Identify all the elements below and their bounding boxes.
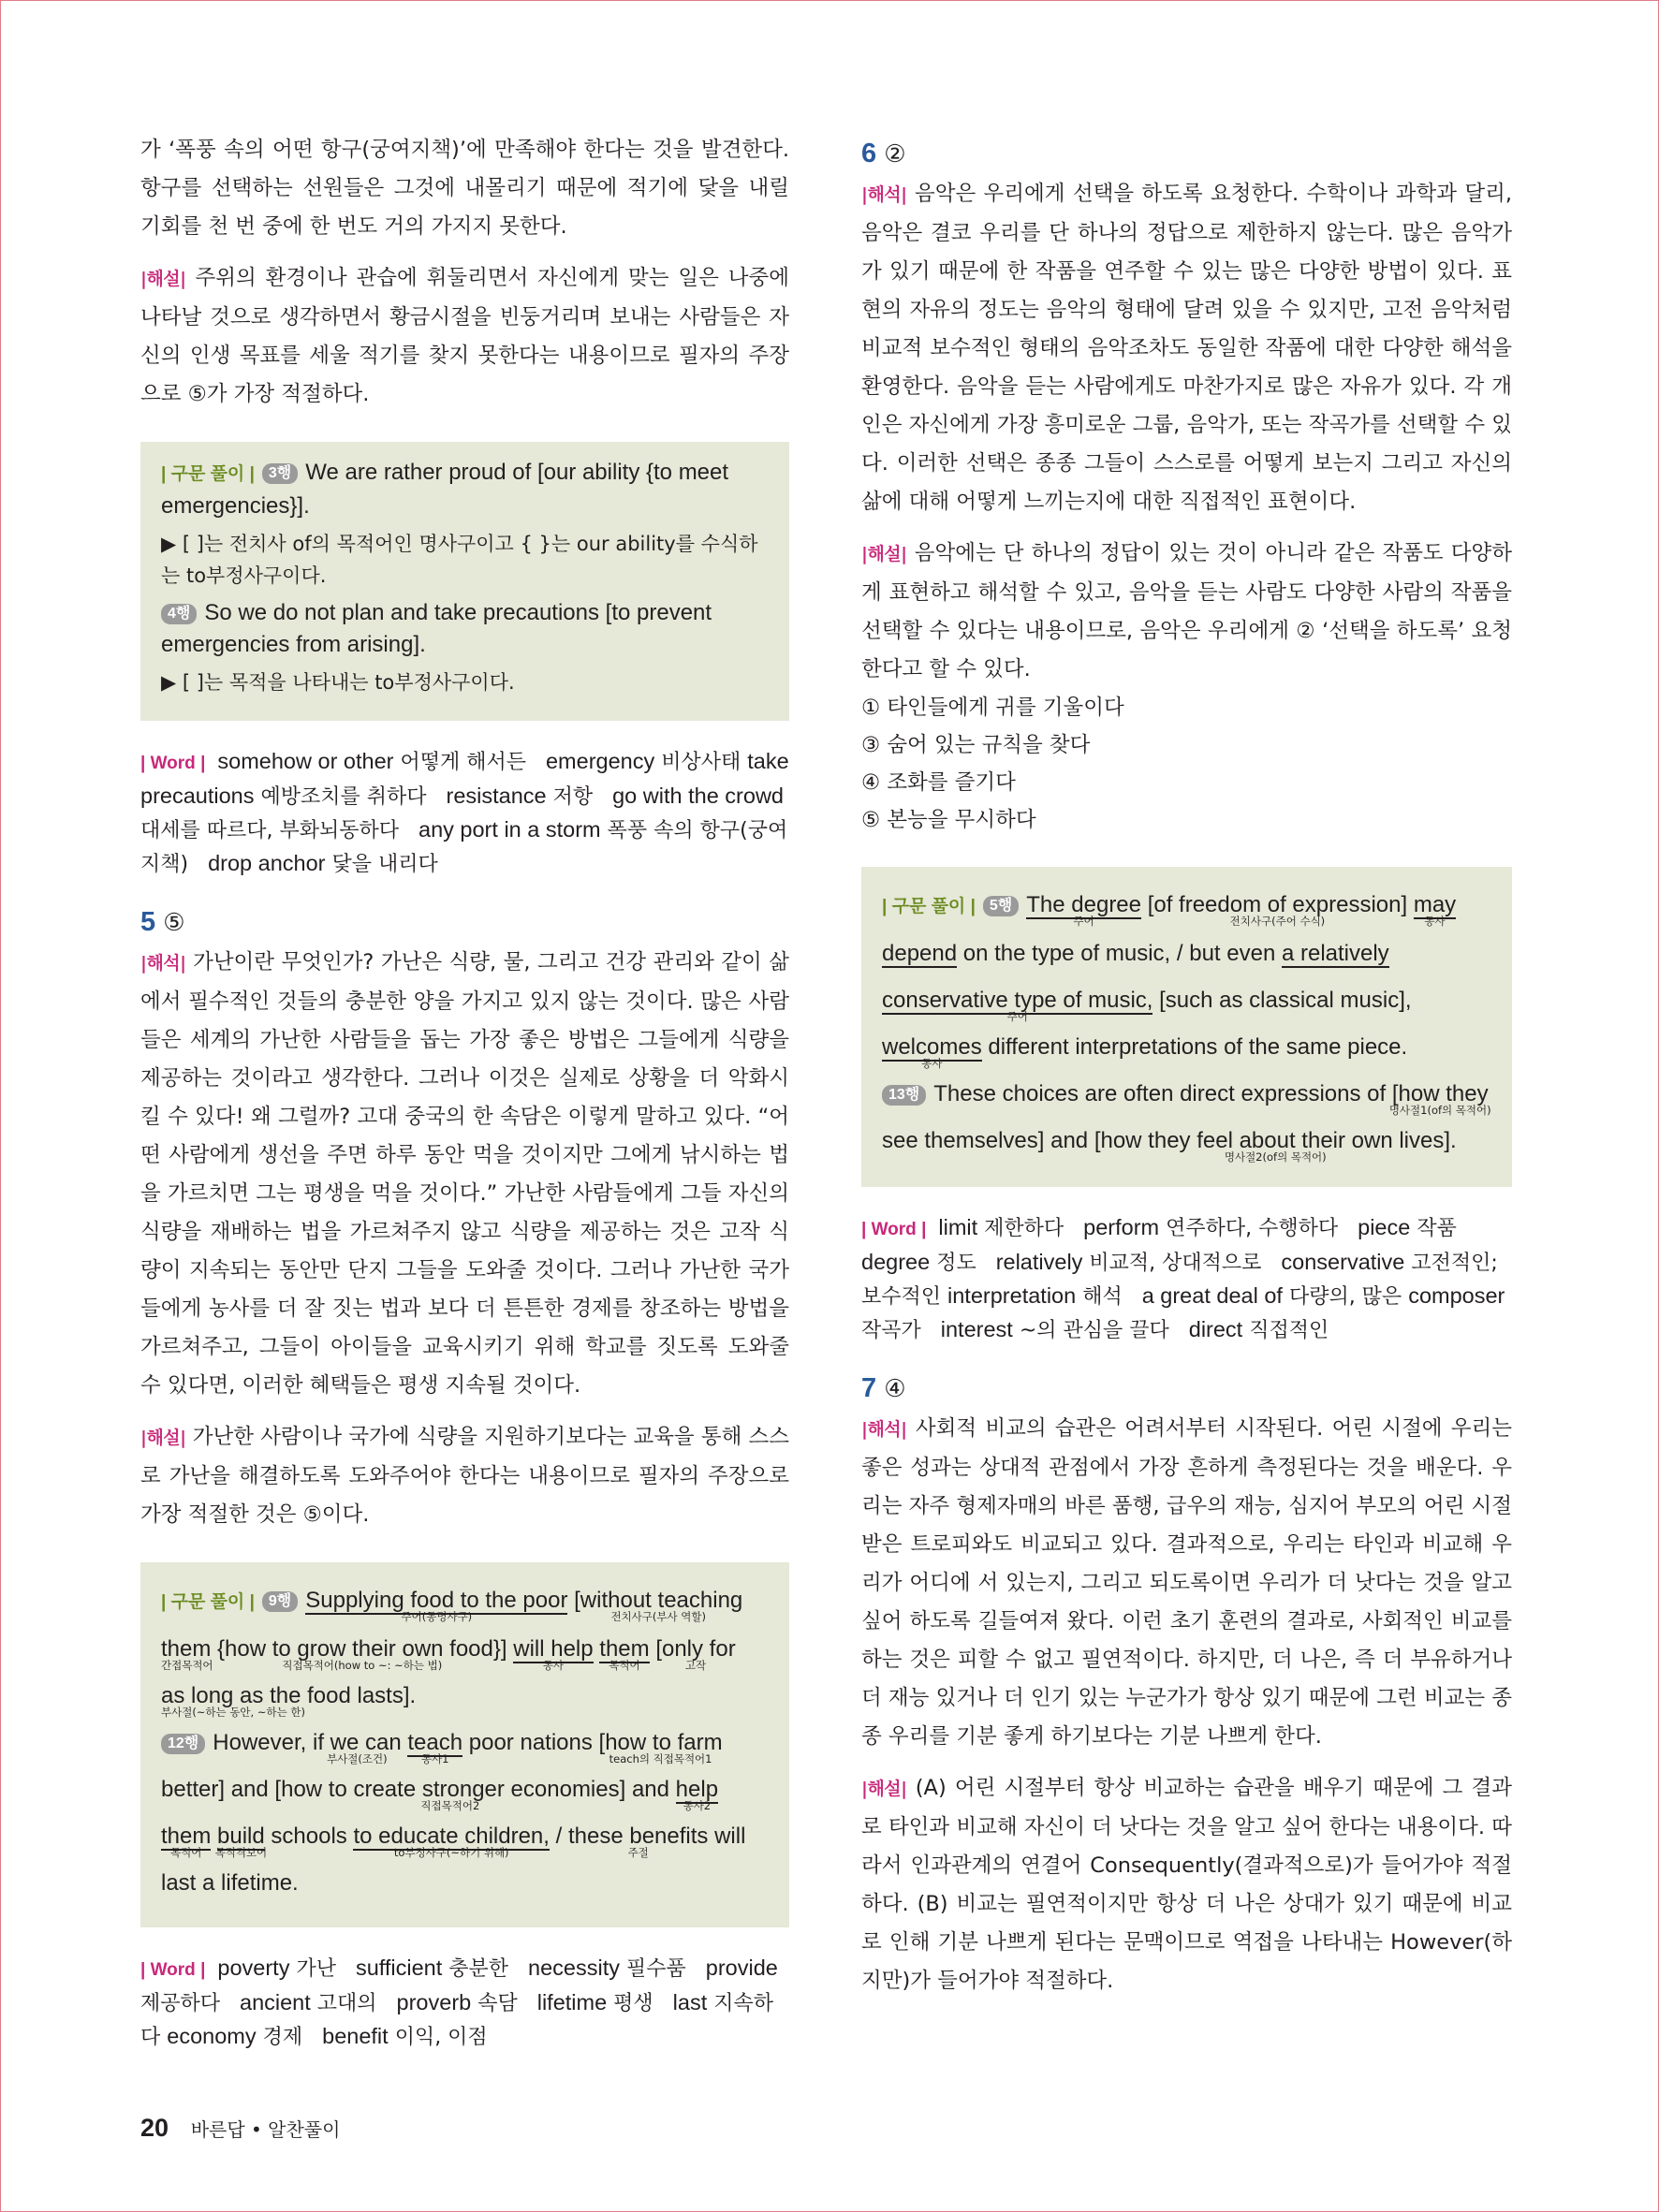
- grammar-annotation: 부사절(조건): [327, 1752, 388, 1765]
- word-entry: direct 직접적인: [1188, 1317, 1329, 1342]
- word-entry: economy 경제: [167, 2024, 303, 2049]
- grammar-annotation: 동사: [1424, 915, 1446, 928]
- syntax-tag: | 구문 풀이 |: [882, 897, 976, 916]
- word-entry: any port in a storm 폭풍 속의 항구(궁여지책): [140, 817, 788, 876]
- word-tag: | Word |: [140, 754, 206, 773]
- main-clause: these benefits 주절: [567, 1824, 709, 1859]
- word-entry: provide 제공하다: [140, 1956, 778, 2015]
- right-column: [861, 139, 1512, 2000]
- syntax-line: [161, 1577, 769, 1626]
- if-clause: if we can 부사절(조건): [312, 1730, 402, 1765]
- infinitive-phrase: to educate children, to부정사구(~하기 위해): [353, 1824, 550, 1859]
- grammar-annotation: 주절: [627, 1846, 649, 1859]
- choice-item: ⑤ 본능을 무시하다: [861, 808, 1036, 832]
- question-number: 6: [861, 139, 877, 168]
- object: them 목적어: [161, 1824, 212, 1859]
- syntax-note: ▶ [ ]는 전치사 of의 목적어인 명사구이고 { }는 our ability를 수식하는 to부정사구이다.: [161, 533, 758, 587]
- question-number: 5: [140, 907, 156, 937]
- direct-object: {how to grow their own food}] 직접목적어(how to ~: ~하는 법): [217, 1636, 507, 1672]
- grammar-annotation: 동사: [542, 1659, 565, 1672]
- syntax-tag: | 구문 풀이 |: [161, 464, 255, 484]
- q5-heading: [140, 907, 789, 938]
- word-entry: lifetime 평생: [536, 1990, 653, 2015]
- grammar-annotation: 동사1: [420, 1752, 449, 1765]
- verb: depend: [882, 941, 958, 966]
- complement: build 목적격보어: [214, 1824, 268, 1859]
- syntax-line: them 목적어 build 목적격보어 schools to educate children, to부정사구(~하기 위해) / these benefits 주절 will last a lifetime.: [161, 1824, 746, 1896]
- q7-heading: [861, 1373, 1512, 1404]
- page-footer: [140, 2114, 340, 2143]
- translation-tag: |해석|: [861, 184, 907, 205]
- verb: teach 동사1: [407, 1730, 463, 1765]
- syntax-line: 13행 These choices are often direct expressions of [how they 명사절1(of의 목적어): [882, 1071, 1491, 1118]
- prep-phrase: [of freedom of expression] 전치사구(주어 수식): [1147, 892, 1408, 928]
- word-entry: poverty 가난: [217, 1956, 336, 1981]
- syntax-note: ▶ [ ]는 목적을 나타내는 to부정사구이다.: [161, 671, 515, 694]
- syntax-sentence: We are rather proud of [our ability {to meet emergencies}].: [161, 460, 729, 519]
- word-entry: conservative 고전적인; 보수적인: [861, 1250, 1498, 1309]
- q6-heading: [861, 139, 1512, 169]
- syntax-line: depend on the type of music, / but even a relatively: [882, 941, 1389, 966]
- q6-choices: [861, 689, 1512, 839]
- grammar-annotation: 직접목적어(how to ~: ~하는 법): [282, 1659, 443, 1672]
- grammar-annotation: 주어: [1073, 915, 1094, 928]
- word-tag: | Word |: [140, 1960, 206, 1980]
- q7-explanation: [861, 1769, 1512, 2000]
- answer-mark: ⑤: [163, 908, 185, 936]
- choice-item: ① 타인들에게 귀를 기울이다: [861, 696, 1124, 720]
- page-number: 20: [140, 2114, 169, 2142]
- word-entry: benefit 이익, 이점: [322, 2024, 488, 2049]
- verb: welcomes 동사: [882, 1034, 982, 1070]
- only-phrase: [only for 고작: [655, 1636, 736, 1672]
- line-pill: 4행: [161, 604, 197, 624]
- word-entry: sufficient 충분한: [355, 1956, 509, 1981]
- q6-syntax-box: [861, 867, 1512, 1187]
- verb: will help 동사: [513, 1636, 594, 1672]
- line-pill: 13행: [882, 1085, 926, 1106]
- word-entry: interest ~의 관심을 끌다: [940, 1317, 1169, 1342]
- grammar-annotation: teach의 직접목적어1: [609, 1752, 712, 1765]
- word-entry: somehow or other 어떻게 해서든: [217, 749, 526, 774]
- q7-translation-text: 사회적 비교의 습관은 어려서부터 시작된다. 어린 시절에 우리는 좋은 성과는 상대적 관점에서 가장 흔하게 측정된다는 것을 배운다. 우리는 자주 형제자매의 바른 품행, 급우의 재능, 심지어 부모의 어린 시절 받은 트로피와도 비교되고 있다. 결과적으로, 우리는 타인과 비교해 우리가 어디에 서 있는지, 그리고 되도록이면 우리가 더 낫다는 것을 알고 싶어 하도록 길들여져 왔다. 이런 초기 훈련의 결과로, 사회적인 비교를 하는 것은 피할 수 없고 필연적이다. 하지만, 더 나은, 즉 더 부유하거나 더 재능 있거나 더 인기 있는 누군가가 항상 있기 때문에 그런 비교는 종종 우리를 기분 좋게 하기보다는 기분 나쁘게 한다.: [861, 1416, 1513, 1749]
- word-entry: ancient 고대의: [240, 1990, 377, 2015]
- q4-word-list: [140, 745, 789, 881]
- word-entry: resistance 저항: [446, 784, 594, 809]
- syntax-row-1: [161, 457, 769, 522]
- noun-clause: [how they feel about their own lives]. 명사절2(of의 목적어): [1094, 1128, 1457, 1164]
- q5-translation-text: 가난이란 무엇인가? 가난은 식량, 물, 그리고 건강 관리와 같이 삶에서 필수적인 것들의 충분한 양을 가지고 있지 않는 것이다. 많은 사람들은 세계의 가난한 사람들을 돕는 가장 좋은 방법은 그들에게 식량을 제공하는 것이라고 생각한다. 그러나 이것은 실제로 상황을 더 악화시킬 수 있다! 왜 그럴까? 고대 중국의 한 속담은 이렇게 말하고 있다. “어떤 사람에게 생선을 주면 하루 동안 먹을 것이지만 그에게 낚시하는 법을 가르치면 그는 평생을 먹을 것이다.” 가난한 사람들에게 그들 자신의 식량을 재배하는 법을 가르쳐주지 않고 식량을 제공하는 것은 고작 식량이 지속되는 동안만 단지 그들을 도와줄 것이다. 그러나 가난한 국가들에게 농사를 더 잘 짓는 법과 보다 더 튼튼한 경제를 창조하는 방법을 가르쳐주고, 그들이 아이들을 교육시키기 위해 학교를 짓도록 도와줄 수 있다면, 이러한 혜택들은 평생 지속될 것이다.: [140, 950, 789, 1398]
- word-entry: emergency 비상사태: [545, 749, 741, 774]
- syntax-line: welcomes 동사 different interpretations of the same piece.: [882, 1034, 1408, 1070]
- word-entry: composer 작곡가: [861, 1283, 1505, 1342]
- choice-item: ④ 조화를 즐기다: [861, 770, 1016, 795]
- syntax-line: 12행 However, if we can 부사절(조건) teach 동사1 poor nations [how to farm teach의 직접목적어1: [161, 1720, 769, 1766]
- q6-explanation: [861, 535, 1512, 689]
- line-pill: 3행: [262, 463, 298, 484]
- word-entry: proverb 속담: [396, 1990, 518, 2015]
- word-entry: take precautions 예방조치를 취하다: [140, 749, 789, 809]
- word-entry: go with the crowd 대세를 따르다, 부화뇌동하다: [140, 784, 784, 842]
- subject: conservative type of music, 주어: [882, 988, 1153, 1023]
- subject: The degree 주어: [1026, 892, 1142, 928]
- word-entry: relatively 비교적, 상대적으로: [995, 1250, 1262, 1275]
- indirect-object: them 간접목적어: [161, 1636, 213, 1672]
- grammar-annotation: 명사절2(of의 목적어): [1224, 1150, 1327, 1164]
- answer-mark: ②: [884, 139, 906, 168]
- syntax-line: [882, 882, 1491, 930]
- q7-explanation-text: (A) 어린 시절부터 항상 비교하는 습관을 배우기 때문에 그 결과로 타인과 비교해 자신이 더 낫다는 것을 알고 싶어 한다는 내용이다. 따라서 인과관계의 연결어 Consequently(결과적으로)가 들어가야 적절하다. (B) 비교는 필연적이지만 항상 더 나은 상대가 있기 때문에 비교로 인해 기분 나쁘게 된다는 문맥이므로 역접을 나타내는 However(하지만)가 들어가야 적절하다.: [861, 1776, 1512, 1993]
- object: them 목적어: [599, 1636, 650, 1672]
- explanation-tag: |해설|: [140, 1428, 186, 1448]
- syntax-line: see themselves] and [how they feel about their own lives]. 명사절2(of의 목적어): [882, 1128, 1457, 1164]
- grammar-annotation: 간접목적어: [161, 1659, 213, 1672]
- word-entry: perform 연주하다, 수행하다: [1083, 1215, 1339, 1240]
- word-tag: | Word |: [861, 1220, 927, 1239]
- grammar-annotation: to부정사구(~하기 위해): [393, 1846, 509, 1859]
- syntax-tag: | 구문 풀이 |: [161, 1592, 255, 1612]
- grammar-annotation: 전치사구(주어 수식): [1229, 915, 1326, 928]
- grammar-annotation: 직접목적어2: [420, 1799, 480, 1812]
- syntax-row-2: [161, 597, 769, 661]
- line-pill: 9행: [262, 1591, 298, 1612]
- line-pill: 12행: [161, 1734, 205, 1754]
- q5-explanation: [140, 1418, 789, 1534]
- grammar-annotation: 동사2: [683, 1799, 712, 1812]
- q5-word-list: [140, 1952, 789, 2054]
- syntax-line: [161, 1626, 769, 1673]
- q4-explanation: [140, 259, 789, 414]
- q4-translation-tail: 가 ‘폭풍 속의 어떤 항구(궁여지책)’에 만족해야 한다는 것을 발견한다. 항구를 선택하는 선원들은 그것에 내몰리기 때문에 적기에 닻을 내릴 기회를 천 번 중에 한 번도 거의 가지지 못한다.: [140, 138, 789, 239]
- word-entry: interpretation 해석: [947, 1283, 1123, 1309]
- q4-explanation-text: 주위의 환경이나 관습에 휘둘리면서 자신에게 맞는 일은 나중에 나타날 것으로 생각하면서 황금시절을 빈둥거리며 보내는 사람들은 자신의 인생 목표를 세울 적기를 찾지 못한다는 내용이므로 필자의 주장으로 ⑤가 가장 적절하다.: [140, 266, 789, 406]
- line-pill: 5행: [983, 896, 1019, 916]
- word-entry: limit 제한하다: [938, 1215, 1064, 1240]
- answer-mark: ④: [884, 1374, 906, 1402]
- grammar-annotation: 동사: [921, 1057, 943, 1070]
- word-entry: last 지속하다: [140, 1990, 773, 2049]
- syntax-line: conservative type of music, 주어 [such as classical music],: [882, 988, 1412, 1023]
- word-entry: degree 정도: [861, 1250, 976, 1275]
- explanation-tag: |해설|: [861, 544, 907, 564]
- verb: may 동사: [1413, 892, 1457, 928]
- grammar-annotation: 고작: [684, 1659, 707, 1672]
- grammar-annotation: 목적격보어: [214, 1846, 268, 1859]
- word-entry: a great deal of 다량의, 많은: [1141, 1283, 1402, 1309]
- question-number: 7: [861, 1373, 877, 1403]
- translation-tag: |해석|: [140, 953, 186, 974]
- grammar-annotation: 목적어: [609, 1659, 640, 1672]
- adverb-clause: as long as the food lasts]. 부사절(~하는 동안, ~하는 한): [161, 1683, 417, 1719]
- q6-explanation-text: 음악에는 단 하나의 정답이 있는 것이 아니라 같은 작품도 다양하게 표현하고 해석할 수 있고, 음악을 듣는 사람도 다양한 사람의 작품을 선택할 수 있다는 내용이므로, 음악은 우리에게 ② ‘선택을 하도록’ 요청한다고 할 수 있다.: [861, 541, 1513, 681]
- subject: a relatively: [1281, 941, 1389, 966]
- syntax-line: better] and [how to create stronger economies] 직접목적어2 and help 동사2: [161, 1777, 719, 1812]
- subject-phrase: Supplying food to the poor 주어(동명사구): [305, 1588, 568, 1623]
- prep-phrase: [without teaching 전치사구(부사 역할): [574, 1588, 743, 1623]
- word-entry: drop anchor 닻을 내리다: [208, 851, 438, 876]
- grammar-annotation: 명사절1(of의 목적어): [1388, 1104, 1491, 1117]
- direct-object: [how to create stronger economies] 직접목적어2: [274, 1777, 626, 1812]
- book-title: 바른답 • 알찬풀이: [190, 2118, 341, 2141]
- grammar-annotation: 주어: [1006, 1010, 1028, 1023]
- translation-tag: |해석|: [861, 1419, 907, 1440]
- q5-syntax-box: [140, 1562, 789, 1927]
- syntax-sentence: So we do not plan and take precautions [to prevent emergencies from arising].: [161, 600, 712, 657]
- explanation-tag: |해설|: [861, 1779, 907, 1799]
- q5-translation: [140, 944, 789, 1405]
- grammar-annotation: 주어(동명사구): [401, 1610, 473, 1623]
- explanation-tag: |해설|: [140, 269, 186, 289]
- q4-syntax-box: [140, 442, 789, 721]
- q6-translation-text: 음악은 우리에게 선택을 하도록 요청한다. 수학이나 과학과 달리, 음악은 결코 우리를 단 하나의 정답으로 제한하지 않는다. 많은 음악가가 있기 때문에 한 작품을 연주할 수 있는 많은 다양한 방법이 있다. 표현의 자유의 정도는 음악의 형태에 달려 있을 수 있지만, 고전 음악처럼 비교적 보수적인 형태의 음악조차도 동일한 작품에 대한 다양한 해석을 환영한다. 음악을 듣는 사람에게도 마찬가지로 많은 자유가 있다. 각 개인은 자신에게 가장 흥미로운 그룹, 음악가, 또는 작곡가를 선택할 수 있다. 이러한 선택은 종종 그들이 스스로를 어떻게 보는지 그리고 자신의 삶에 대해 어떻게 느끼는지에 대한 직접적인 표현이다.: [861, 182, 1512, 514]
- noun-clause: [how they 명사절1(of의 목적어): [1388, 1081, 1491, 1117]
- q6-word-list: [861, 1211, 1512, 1347]
- grammar-annotation: 목적어: [170, 1846, 202, 1859]
- q6-translation: [861, 175, 1512, 521]
- direct-object: [how to farm teach의 직접목적어1: [598, 1730, 723, 1765]
- verb: help 동사2: [675, 1777, 719, 1812]
- choice-item: ③ 숨어 있는 규칙을 찾다: [861, 733, 1091, 757]
- word-entry: necessity 필수품: [528, 1956, 686, 1981]
- q5-explanation-text: 가난한 사람이나 국가에 식량을 지원하기보다는 교육을 통해 스스로 가난을 해결하도록 도와주어야 한다는 내용이므로 필자의 주장으로 가장 적절한 것은 ⑤이다.: [140, 1425, 789, 1527]
- grammar-annotation: 전치사구(부사 역할): [610, 1610, 706, 1623]
- word-entry: piece 작품: [1358, 1215, 1457, 1240]
- syntax-line: [161, 1673, 769, 1720]
- q7-translation: [861, 1410, 1512, 1756]
- grammar-annotation: 부사절(~하는 동안, ~하는 한): [161, 1706, 305, 1719]
- left-column: [140, 131, 789, 2054]
